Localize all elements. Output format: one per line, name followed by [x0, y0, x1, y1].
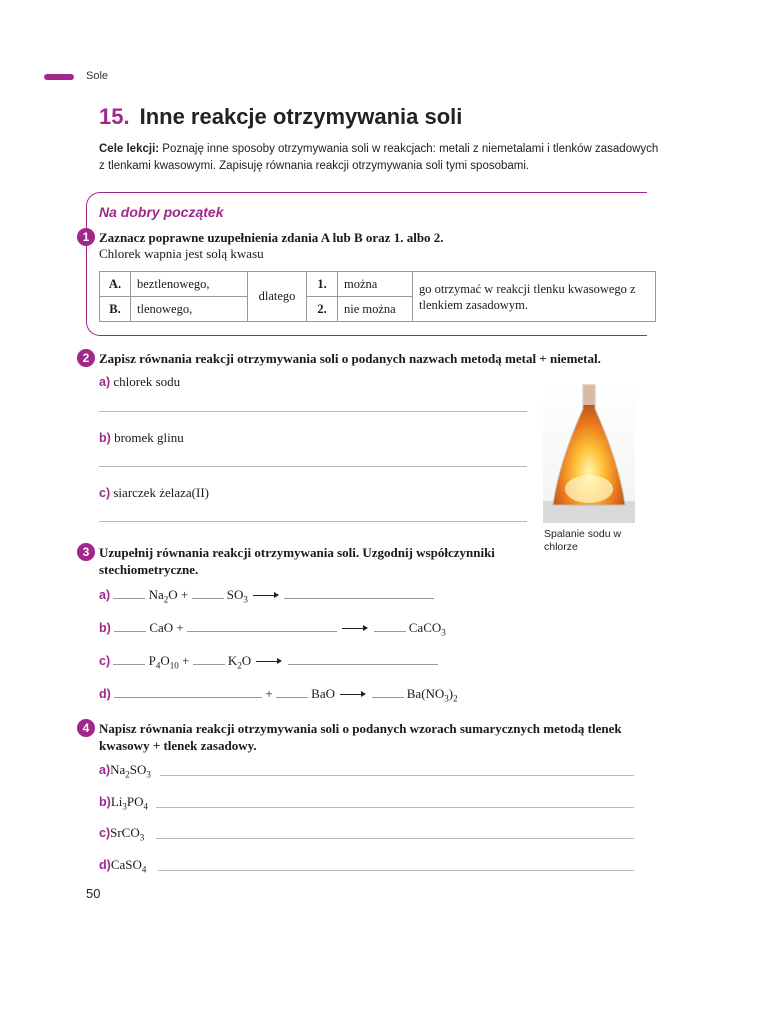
formula-bao: BaO [311, 686, 335, 701]
formula-p4o10: $P_4O_{10}$ [148, 653, 179, 671]
item-text: bromek glinu [114, 430, 184, 445]
coefficient-blank[interactable] [276, 685, 308, 698]
coefficient-blank[interactable] [114, 619, 146, 632]
intro-title: Na dobry początek [99, 204, 224, 220]
formula-so3: $SO_3$ [226, 587, 248, 605]
page-number: 50 [86, 886, 101, 901]
task-2-prompt: Zapisz równania reakcji otrzymywania soli o podanych nazwach metodą metal + niemetal. [99, 351, 601, 366]
page-title [99, 104, 462, 130]
plus-sign: + [180, 587, 189, 602]
formula: $Na_2SO_3$ [110, 762, 151, 780]
coefficient-blank[interactable] [192, 586, 224, 599]
item-label: b) [99, 431, 111, 445]
item-label: a) [99, 588, 111, 602]
reaction-arrow [256, 657, 282, 665]
section-bar [44, 74, 74, 80]
equation-b [99, 619, 446, 638]
because-cell: dlatego [248, 272, 307, 322]
option-2-text[interactable]: nie można [338, 297, 413, 322]
coefficient-blank[interactable] [193, 652, 225, 665]
formula: SrCO$_3$ [110, 825, 145, 843]
reactant-blank[interactable] [187, 619, 337, 632]
item-text: chlorek sodu [113, 374, 181, 389]
equation-c [99, 652, 438, 671]
item-label: c) [99, 486, 111, 500]
option-a-text[interactable]: beztlenowego, [131, 272, 248, 297]
task-3-prompt: Uzupełnij równania reakcji otrzymywania soli. Uzgodnij współczynniki stechiometryczne. [99, 545, 495, 577]
task-4-item-c [99, 825, 144, 843]
answer-line[interactable] [99, 521, 527, 522]
task-1-sentence: Chlorek wapnia jest solą kwasu [99, 246, 264, 261]
task-2-item-c [99, 485, 209, 501]
formula: CaSO$_4$ [110, 857, 147, 875]
goals-label: Cele lekcji: [99, 143, 160, 155]
coefficient-blank[interactable] [372, 685, 404, 698]
plus-sign: + [182, 653, 190, 668]
item-label: d) [99, 858, 111, 872]
item-label: a) [99, 763, 111, 777]
ending-cell: go otrzymać w reakcji tlenku kwasowego z tlenkiem zasadowym. [413, 272, 656, 322]
lesson-goals [99, 141, 659, 175]
task-3-badge: 3 [77, 543, 95, 561]
reaction-arrow [253, 591, 279, 599]
task-4-item-a [99, 762, 151, 780]
task-4-badge: 4 [77, 719, 95, 737]
item-label: d) [99, 687, 111, 701]
product-blank[interactable] [284, 586, 434, 599]
task-4-item-d [99, 857, 146, 875]
item-label: b) [99, 795, 111, 809]
item-label: c) [99, 654, 111, 668]
lesson-number: 15. [99, 104, 130, 129]
task-2-item-b [99, 430, 184, 446]
answer-line[interactable] [99, 411, 527, 412]
product-blank[interactable] [288, 652, 438, 665]
coefficient-blank[interactable] [113, 586, 145, 599]
task-2-badge: 2 [77, 349, 95, 367]
answer-line[interactable] [156, 838, 634, 839]
formula: $Li_3PO_4$ [110, 794, 148, 812]
formula-k2o: $K_2O$ [227, 653, 252, 671]
task-1-badge: 1 [77, 228, 95, 246]
lesson-title: Inne reakcje otrzymywania soli [139, 104, 463, 129]
coefficient-blank[interactable] [113, 652, 145, 665]
plus-sign: + [265, 686, 273, 701]
task-1-prompt: Zaznacz poprawne uzupełnienia zdania A lub B oraz 1. albo 2. [99, 230, 444, 245]
task-2-item-a [99, 374, 180, 390]
plus-sign: + [176, 620, 184, 635]
formula-ba-no3-2: $Ba(NO_3)_2$ [406, 686, 458, 704]
equation-a [99, 586, 434, 605]
goals-text: Poznaję inne sposoby otrzymywania soli w reakcjach: metali z niemetalami i tlenków zasadowych z tlenkami kwasowymi. Zapisuję równania reakcji otrzymywania soli tymi sposobami. [99, 143, 659, 172]
option-b-label[interactable]: B. [100, 297, 131, 322]
option-1-label[interactable]: 1. [307, 272, 338, 297]
task-4-prompt: Napisz równania reakcji otrzymywania soli o podanych wzorach sumarycznych metodą tlenek kwasowy + tlenek zasadowy. [99, 721, 622, 753]
formula-na2o: $Na_2O$ [148, 587, 178, 605]
photo-caption: Spalanie sodu w chlorze [544, 528, 622, 553]
reaction-arrow [342, 624, 368, 632]
option-1-text[interactable]: można [338, 272, 413, 297]
answer-line[interactable] [99, 466, 527, 467]
task-4-item-b [99, 794, 148, 812]
answer-line[interactable] [158, 870, 634, 871]
option-a-label[interactable]: A. [100, 272, 131, 297]
formula-caco3: CaCO$_3$ [408, 620, 446, 638]
flask-photo [543, 383, 635, 523]
equation-d [99, 685, 458, 704]
answer-line[interactable] [156, 807, 634, 808]
answer-line[interactable] [160, 775, 634, 776]
item-label: a) [99, 375, 111, 389]
formula-cao: CaO [149, 620, 174, 635]
item-label: b) [99, 621, 111, 635]
section-label: Sole [86, 70, 109, 82]
choice-table [99, 271, 656, 322]
reactant-blank[interactable] [114, 685, 262, 698]
option-b-text[interactable]: tlenowego, [131, 297, 248, 322]
coefficient-blank[interactable] [374, 619, 406, 632]
item-label: c) [99, 826, 111, 840]
option-2-label[interactable]: 2. [307, 297, 338, 322]
reaction-arrow [340, 690, 366, 698]
item-text: siarczek żelaza(II) [113, 485, 209, 500]
